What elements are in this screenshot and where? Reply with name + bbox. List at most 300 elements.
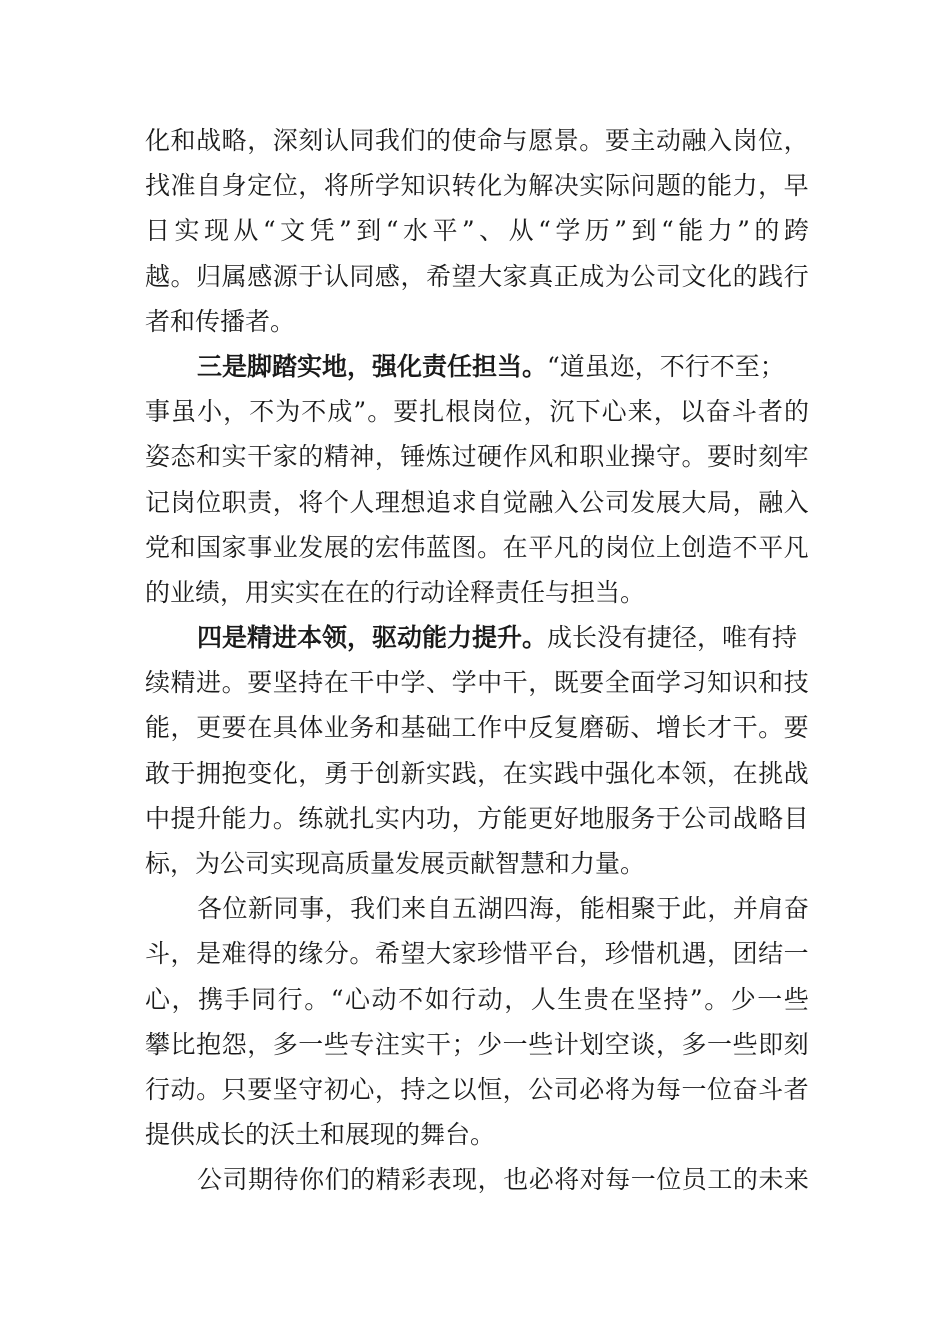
text-char: 自: [196, 171, 222, 201]
text-char: 大: [477, 261, 503, 291]
text-char: 干: [732, 713, 758, 743]
text-char: 践: [553, 758, 579, 788]
text-char: 业: [323, 713, 349, 743]
text-char: 动: [655, 126, 681, 155]
text-char: 自: [477, 487, 503, 517]
text-char: 找: [145, 171, 171, 201]
text-char: 台: [553, 939, 579, 969]
text-char: 全: [604, 668, 630, 698]
text-char: 公: [197, 1165, 223, 1195]
text-char: 水: [402, 216, 428, 246]
text-char: 此: [681, 894, 707, 924]
text-char: 一: [630, 1165, 656, 1195]
text-char: 略: [221, 126, 247, 155]
text-char: 来: [783, 1165, 809, 1195]
text-char: 小: [197, 397, 223, 427]
text-char: 才: [707, 713, 733, 743]
text-char: 坚: [272, 1074, 298, 1104]
text-char: 刻: [298, 126, 324, 155]
text-char: 也: [503, 1165, 529, 1195]
text-char: 使: [451, 126, 477, 155]
text-char: 的: [754, 216, 780, 246]
text-char: 少: [730, 984, 756, 1014]
text-char: 锤: [400, 442, 426, 472]
text-char: 能: [145, 713, 171, 743]
text-char: 能: [707, 171, 733, 201]
text-char: 的: [579, 532, 605, 562]
text-char: 刻: [783, 1029, 809, 1059]
text-char: 命: [477, 126, 503, 155]
text-char: 定: [247, 171, 273, 201]
text-char: 司: [604, 487, 630, 517]
text-char: 行: [145, 1074, 171, 1104]
text-char: 中: [374, 668, 400, 698]
text-char: 希: [374, 939, 400, 969]
text-char: 正: [553, 261, 579, 291]
text-char: “: [385, 216, 399, 246]
text-char: ，: [732, 487, 758, 517]
text-char: 必: [579, 1074, 605, 1104]
text-char: 为: [275, 397, 301, 427]
text-char: 持: [400, 1074, 426, 1104]
text-char: 来: [627, 397, 653, 427]
text-char: 。: [704, 984, 730, 1014]
text-char: 些: [323, 1029, 349, 1059]
text-char: 到: [356, 216, 382, 246]
text-char: 的: [732, 1165, 758, 1195]
text-char: 少: [477, 1029, 503, 1059]
text-char: 不: [398, 984, 424, 1014]
text-char: 题: [655, 171, 681, 201]
text-char: 体: [298, 713, 324, 743]
text-char: 具: [272, 713, 298, 743]
text-char: 文: [280, 216, 306, 246]
text-char: 司: [222, 1165, 248, 1195]
text-char: 划: [579, 1029, 605, 1059]
text-line: [145, 1067, 809, 1112]
text-char: 生: [557, 984, 583, 1014]
text-char: ”: [339, 216, 352, 246]
text-char: 力: [732, 171, 758, 201]
text-char: 发: [298, 532, 324, 562]
text-char: 职: [221, 487, 247, 517]
text-char: 既: [553, 668, 579, 698]
text-char: 越: [145, 261, 171, 291]
text-char: 干: [502, 668, 528, 698]
text-char: 聚: [630, 894, 656, 924]
text-char: 知: [707, 668, 733, 698]
text-char: 多: [272, 1029, 298, 1059]
text-char: ，: [523, 397, 549, 427]
text-char: 待: [273, 1165, 299, 1195]
text-char: 惜: [630, 939, 656, 969]
text-char: 。: [304, 984, 330, 1014]
paragraph-first-line: [145, 886, 809, 931]
text-char: ，: [170, 939, 196, 969]
text-char: 长: [681, 713, 707, 743]
text-char: 追: [426, 487, 452, 517]
text-char: 手: [224, 984, 250, 1014]
text-char: ，: [272, 487, 298, 517]
text-char: 希: [426, 261, 452, 291]
text-char: 位: [707, 1074, 733, 1104]
text-char: ；: [451, 1029, 477, 1059]
text-char: 牢: [783, 442, 809, 472]
text-char: 缘: [298, 939, 324, 969]
text-char: 如: [424, 984, 450, 1014]
text-char: 守: [655, 442, 681, 472]
text-char: 勇: [323, 758, 349, 788]
text-char: 望: [400, 939, 426, 969]
text-char: 姿: [145, 442, 171, 472]
text-char: ，: [374, 442, 400, 472]
text-char: 人: [530, 984, 556, 1014]
text-char: ，: [653, 397, 679, 427]
text-char: 目: [783, 803, 809, 833]
text-line: [145, 163, 809, 208]
text-char: 对: [579, 1165, 605, 1195]
text-char: 归: [196, 261, 222, 291]
text-char: 工: [707, 1165, 733, 1195]
text-char: 一: [681, 1074, 707, 1104]
text-char: 。: [367, 397, 393, 427]
text-char: 公: [630, 261, 656, 291]
text-char: 得: [247, 939, 273, 969]
text-char: 。: [349, 939, 375, 969]
text-char: 新: [248, 894, 274, 924]
text-char: 于: [349, 758, 375, 788]
text-char: 挑: [758, 758, 784, 788]
text-char: ，: [451, 803, 477, 833]
text-char: 职: [579, 442, 605, 472]
text-char: ，: [477, 758, 503, 788]
text-char: 习: [681, 668, 707, 698]
text-char: ，: [504, 984, 530, 1014]
text-char: 实: [400, 1029, 426, 1059]
text-char: 公: [681, 803, 707, 833]
text-char: 干: [426, 1029, 452, 1059]
text-char: ，: [247, 1029, 273, 1059]
text-char: 的: [349, 532, 375, 562]
text-char: 将: [298, 487, 324, 517]
text-char: 拥: [196, 758, 222, 788]
text-char: 公: [579, 487, 605, 517]
text-char: ，: [502, 1074, 528, 1104]
text-char: 动: [170, 1074, 196, 1104]
text-char: 们: [324, 1165, 350, 1195]
text-char: ，: [783, 126, 809, 155]
text-char: 一: [757, 984, 783, 1014]
text-char: 同: [251, 984, 277, 1014]
text-char: 知: [400, 171, 426, 201]
text-char: 风: [528, 442, 554, 472]
text-char: 即: [758, 1029, 784, 1059]
text-char: 些: [783, 984, 809, 1014]
text-char: 。: [681, 442, 707, 472]
text-char: 抱: [221, 758, 247, 788]
text-char: ，: [528, 668, 554, 698]
text-char: 在: [323, 668, 349, 698]
text-char: 之: [426, 1074, 452, 1104]
text-char: ”: [689, 984, 703, 1014]
text-char: 彩: [401, 1165, 427, 1195]
text-char: 相: [605, 894, 631, 924]
text-char: 要: [707, 442, 733, 472]
text-char: 于: [298, 261, 324, 291]
text-char: 础: [426, 713, 452, 743]
text-char: 岗: [604, 532, 630, 562]
text-char: 凡: [553, 532, 579, 562]
text-char: 珍: [477, 939, 503, 969]
text-char: 于: [656, 894, 682, 924]
text-char: 跨: [783, 216, 809, 246]
text-char: 行: [451, 984, 477, 1014]
text-line: [145, 118, 809, 163]
text-char: 位: [630, 532, 656, 562]
text-char: 并: [732, 894, 758, 924]
document-body: [145, 118, 809, 1203]
text-char: 内: [400, 803, 426, 833]
text-char: 和: [374, 713, 400, 743]
paragraph-first-line: [145, 615, 809, 660]
text-char: 下: [575, 397, 601, 427]
text-span: “道虽迩，不行不至；: [547, 351, 785, 381]
text-char: 化: [272, 758, 298, 788]
text-char: 的: [272, 939, 298, 969]
text-char: 要: [604, 126, 630, 155]
text-char: 愿: [528, 126, 554, 155]
text-char: 发: [630, 487, 656, 517]
text-char: 注: [374, 1029, 400, 1059]
text-char: 以: [679, 397, 705, 427]
text-char: 问: [630, 171, 656, 201]
text-char: 文: [681, 261, 707, 291]
text-char: 识: [426, 171, 452, 201]
text-char: 实: [528, 758, 554, 788]
text-char: 略: [758, 803, 784, 833]
text-char: ”: [614, 216, 628, 246]
text-char: ，: [707, 894, 733, 924]
text-char: 主: [630, 126, 656, 155]
text-char: 位: [196, 487, 222, 517]
text-char: 肩: [758, 894, 784, 924]
text-char: 中: [502, 713, 528, 743]
text-char: 服: [604, 803, 630, 833]
text-char: 入: [783, 487, 809, 517]
text-char: 造: [707, 532, 733, 562]
text-char: 岗: [732, 126, 758, 155]
text-line: [145, 705, 809, 750]
text-char: 必: [528, 1165, 554, 1195]
text-char: 员: [681, 1165, 707, 1195]
text-char: ，: [579, 939, 605, 969]
text-char: 中: [145, 803, 171, 833]
text-char: 学: [374, 171, 400, 201]
text-char: 司: [655, 261, 681, 291]
text-char: ，: [707, 939, 733, 969]
text-char: 求: [451, 487, 477, 517]
text-char: 我: [374, 126, 400, 155]
text-char: 携: [198, 984, 224, 1014]
text-char: 能: [579, 894, 605, 924]
text-char: 历: [584, 216, 610, 246]
text-char: 多: [681, 1029, 707, 1059]
text-char: 真: [528, 261, 554, 291]
text-char: 大: [426, 939, 452, 969]
text-char: 四: [503, 894, 529, 924]
text-char: 地: [579, 803, 605, 833]
text-char: 者: [757, 397, 783, 427]
text-char: 结: [758, 939, 784, 969]
text-char: 。: [196, 1074, 222, 1104]
text-char: 各: [197, 894, 223, 924]
text-char: 位: [272, 171, 298, 201]
text-char: 每: [655, 1074, 681, 1104]
text-char: 坚: [636, 984, 662, 1014]
text-char: “: [262, 216, 276, 246]
text-span: 成长没有捷径，唯有持: [547, 623, 798, 653]
text-char: 凡: [783, 532, 809, 562]
text-char: 扎: [419, 397, 445, 427]
text-line: [145, 208, 809, 253]
text-char: 怨: [221, 1029, 247, 1059]
text-char: 的: [298, 442, 324, 472]
text-char: 只: [221, 1074, 247, 1104]
text-char: ”: [461, 216, 475, 246]
text-char: 要: [579, 668, 605, 698]
text-char: 和: [553, 442, 579, 472]
text-char: 理: [374, 487, 400, 517]
text-line: 提供成长的沃土和展现的舞台。: [145, 1120, 496, 1150]
text-line: 标，为公司实现高质量发展贡献智慧和力量。: [145, 849, 646, 878]
text-char: 期: [248, 1165, 274, 1195]
text-char: 要: [221, 713, 247, 743]
text-char: 砺: [604, 713, 630, 743]
text-char: ，: [324, 894, 350, 924]
text-char: 湖: [477, 894, 503, 924]
text-char: 虽: [171, 397, 197, 427]
section-heading: 四是精进本领，驱动能力提升。: [197, 623, 548, 653]
text-char: 同: [349, 126, 375, 155]
text-char: 化: [145, 126, 171, 155]
text-char: 未: [758, 1165, 784, 1195]
text-char: 态: [170, 442, 196, 472]
text-char: 家: [272, 442, 298, 472]
text-char: 在: [732, 758, 758, 788]
text-char: 根: [445, 397, 471, 427]
text-char: 表: [426, 1165, 452, 1195]
text-line: [145, 660, 809, 705]
text-char: 融: [528, 487, 554, 517]
text-char: 大: [681, 487, 707, 517]
text-char: 位: [656, 1165, 682, 1195]
text-char: 感: [247, 261, 273, 291]
text-char: 一: [707, 1029, 733, 1059]
text-char: 干: [349, 668, 375, 698]
text-char: 事: [145, 397, 171, 427]
text-char: 为: [502, 171, 528, 201]
text-char: 战: [783, 758, 809, 788]
text-line: [145, 525, 809, 570]
text-char: 。: [579, 126, 605, 155]
text-char: 战: [732, 803, 758, 833]
text-char: 反: [528, 713, 554, 743]
text-char: 融: [681, 126, 707, 155]
text-char: 现: [452, 1165, 478, 1195]
text-char: 遇: [681, 939, 707, 969]
text-char: 在: [502, 758, 528, 788]
text-char: 入: [553, 487, 579, 517]
text-char: 决: [553, 171, 579, 201]
text-line: [145, 796, 809, 841]
text-char: 融: [758, 487, 784, 517]
text-char: 们: [400, 126, 426, 155]
text-char: 公: [528, 1074, 554, 1104]
text-char: ，: [170, 713, 196, 743]
text-char: 沉: [549, 397, 575, 427]
text-char: 、: [426, 668, 452, 698]
text-char: 力: [707, 216, 733, 246]
text-char: 位: [758, 126, 784, 155]
text-char: 学: [451, 668, 477, 698]
text-line: [145, 1022, 809, 1067]
text-char: 。: [272, 803, 298, 833]
text-char: 准: [170, 171, 196, 201]
text-char: 技: [783, 668, 809, 698]
text-char: 面: [630, 668, 656, 698]
text-char: 增: [655, 713, 681, 743]
text-char: 司: [707, 803, 733, 833]
text-char: 感: [374, 261, 400, 291]
text-char: 个: [323, 487, 349, 517]
section-heading: 三是脚踏实地，强化责任担当。: [197, 351, 548, 381]
text-char: ，: [374, 1074, 400, 1104]
text-char: 党: [145, 532, 171, 562]
text-char: 恒: [477, 1074, 503, 1104]
text-char: 国: [196, 532, 222, 562]
text-char: 同: [349, 261, 375, 291]
text-char: 的: [350, 1165, 376, 1195]
text-char: 源: [272, 261, 298, 291]
text-char: 贵: [583, 984, 609, 1014]
text-char: 珍: [604, 939, 630, 969]
text-char: ，: [707, 758, 733, 788]
text-char: 心: [601, 397, 627, 427]
text-char: 责: [247, 487, 273, 517]
text-char: 精: [375, 1165, 401, 1195]
text-char: 和: [758, 668, 784, 698]
text-char: 时: [732, 442, 758, 472]
text-char: 复: [553, 713, 579, 743]
text-char: 不: [249, 397, 275, 427]
text-char: 和: [196, 442, 222, 472]
text-char: 更: [528, 803, 554, 833]
text-char: 来: [401, 894, 427, 924]
text-char: 好: [553, 803, 579, 833]
text-char: 持: [298, 668, 324, 698]
text-char: 创: [681, 532, 707, 562]
text-char: 平: [528, 939, 554, 969]
text-line: [145, 254, 809, 299]
text-char: 转: [451, 171, 477, 201]
text-char: 属: [221, 261, 247, 291]
text-char: 成: [579, 261, 605, 291]
text-char: 干: [247, 442, 273, 472]
text-char: 认: [323, 126, 349, 155]
text-char: 觉: [502, 487, 528, 517]
text-line: [145, 389, 809, 434]
text-char: 践: [451, 758, 477, 788]
